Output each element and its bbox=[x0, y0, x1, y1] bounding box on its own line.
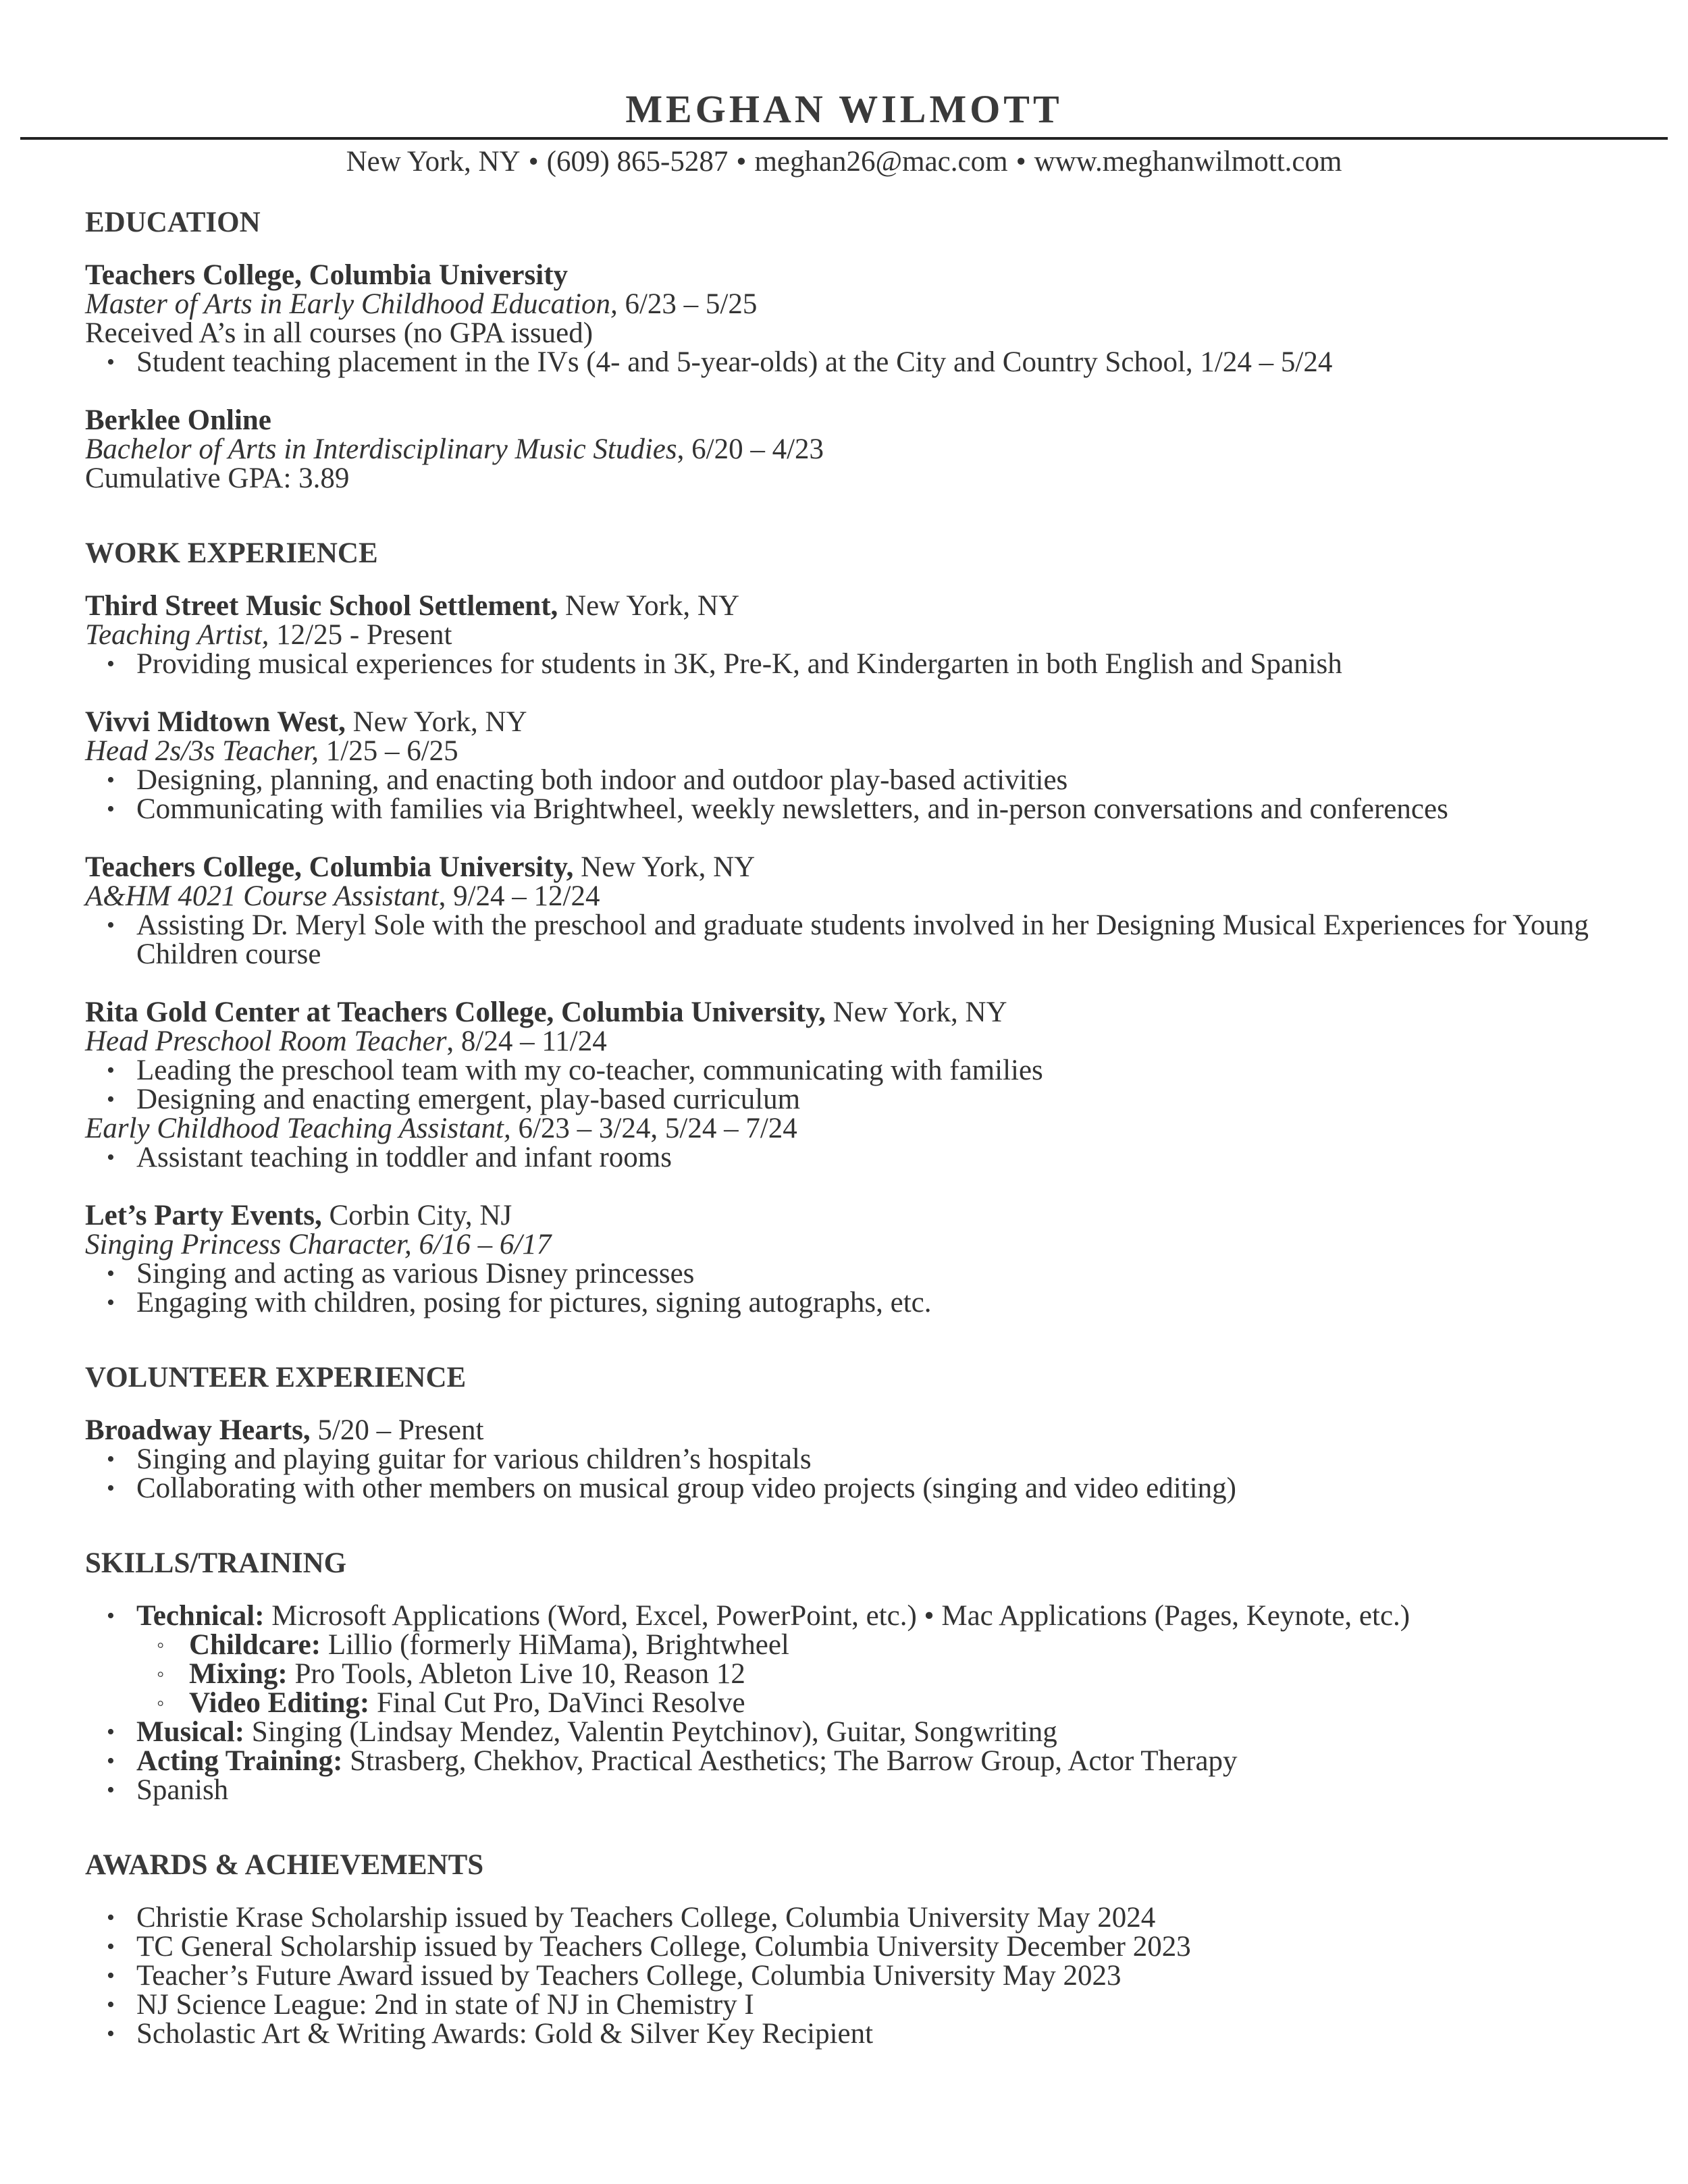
role-line bbox=[85, 1114, 1625, 1143]
role-line bbox=[85, 882, 1625, 911]
skill-text: Singing (Lindsay Mendez, Valentin Peytchinov), Guitar, Songwriting bbox=[244, 1716, 1057, 1748]
bullet-list bbox=[85, 1259, 1625, 1317]
list-item bbox=[85, 1601, 1625, 1630]
list-item bbox=[85, 1717, 1625, 1747]
bullet-list bbox=[85, 649, 1625, 678]
role-dates: , 8/24 – 11/24 bbox=[446, 1026, 607, 1057]
role-title: Singing Princess Character, 6/16 – 6/17 bbox=[85, 1229, 552, 1260]
degree-line bbox=[85, 290, 1625, 319]
org-location: New York, NY bbox=[825, 996, 1007, 1028]
org-dates: 5/20 – Present bbox=[310, 1414, 484, 1446]
work-section bbox=[85, 533, 1625, 1317]
degree-title: Master of Arts in Early Childhood Education, bbox=[85, 288, 618, 320]
org-name: Let’s Party Events, bbox=[85, 1200, 322, 1231]
education-entry bbox=[85, 261, 1625, 377]
org-location: New York, NY bbox=[345, 706, 527, 738]
school-name: Berklee Online bbox=[85, 404, 271, 436]
list-item: • Student teaching placement in the IVs (4- and 5-year-olds) at the City and Country School, 1/24 – 5/24 bbox=[85, 348, 1625, 377]
skill-text: Strasberg, Chekhov, Practical Aesthetics; The Barrow Group, Actor Therapy bbox=[342, 1745, 1238, 1777]
org-line bbox=[85, 853, 1625, 882]
list-item: • Providing musical experiences for students in 3K, Pre-K, and Kindergarten in both English and Spanish bbox=[85, 649, 1625, 678]
section-heading: SKILLS/TRAINING bbox=[85, 1547, 347, 1579]
role-line bbox=[85, 1230, 1625, 1259]
list-item: • Singing and acting as various Disney princesses bbox=[85, 1259, 1625, 1288]
list-item: • Spanish bbox=[85, 1776, 1625, 1805]
skill-label: Acting Training: bbox=[136, 1745, 343, 1777]
volunteer-entry bbox=[85, 1416, 1625, 1503]
education-note: Cumulative GPA: 3.89 bbox=[85, 462, 350, 494]
org-location: New York, NY bbox=[558, 590, 740, 622]
skill-label: Video Editing: bbox=[189, 1687, 370, 1719]
awards-section bbox=[85, 1845, 1625, 2048]
work-entry bbox=[85, 853, 1625, 969]
degree-title: Bachelor of Arts in Interdisciplinary Music Studies bbox=[85, 433, 677, 465]
list-item: • Scholastic Art & Writing Awards: Gold & Silver Key Recipient bbox=[85, 2019, 1625, 2048]
bullet-list bbox=[85, 766, 1625, 824]
bullet-list bbox=[85, 1445, 1625, 1503]
skill-label: Musical: bbox=[136, 1716, 245, 1748]
contact-separator: • bbox=[1016, 146, 1026, 178]
role-dates: 12/25 - Present bbox=[269, 619, 452, 651]
org-line bbox=[85, 1416, 1625, 1445]
work-entry bbox=[85, 998, 1625, 1172]
role-title: Teaching Artist, bbox=[85, 619, 269, 651]
org-name: Broadway Hearts, bbox=[85, 1414, 311, 1446]
bullet-list bbox=[85, 911, 1625, 969]
list-item: • Christie Krase Scholarship issued by Teachers College, Columbia University May 2024 bbox=[85, 1903, 1625, 1932]
org-name: Vivvi Midtown West, bbox=[85, 706, 346, 738]
list-item: • Engaging with children, posing for pictures, signing autographs, etc. bbox=[85, 1288, 1625, 1317]
bullet-list bbox=[85, 348, 1625, 377]
awards-list bbox=[85, 1903, 1625, 2048]
role-title: Early Childhood Teaching Assistant, bbox=[85, 1113, 511, 1144]
role-line bbox=[85, 620, 1625, 649]
skill-text: Lillio (formerly HiMama), Brightwheel bbox=[321, 1629, 789, 1661]
list-item bbox=[85, 1659, 1625, 1688]
skill-text: Pro Tools, Ableton Live 10, Reason 12 bbox=[287, 1658, 745, 1690]
education-section bbox=[85, 203, 1625, 493]
skill-text: Microsoft Applications (Word, Excel, PowerPoint, etc.) • Mac Applications (Pages, Keynote, etc.) bbox=[264, 1600, 1410, 1632]
org-name: Teachers College, Columbia University, bbox=[85, 851, 574, 883]
degree-dates: 6/23 – 5/25 bbox=[617, 288, 758, 320]
volunteer-section bbox=[85, 1358, 1625, 1503]
contact-separator: • bbox=[528, 146, 539, 178]
role-dates: , 9/24 – 12/24 bbox=[438, 880, 600, 912]
list-item: • TC General Scholarship issued by Teachers College, Columbia University December 2023 bbox=[85, 1932, 1625, 1961]
list-item bbox=[85, 1747, 1625, 1776]
school-name: Teachers College, Columbia University bbox=[85, 259, 569, 291]
skill-text: Final Cut Pro, DaVinci Resolve bbox=[369, 1687, 745, 1719]
contact-phone: (609) 865-5287 bbox=[546, 146, 729, 178]
list-item: • Assisting Dr. Meryl Sole with the preschool and graduate students involved in her Designing Musical Experiences for Young Children course bbox=[85, 911, 1625, 969]
section-heading: AWARDS & ACHIEVEMENTS bbox=[85, 1849, 484, 1881]
skill-label: Mixing: bbox=[189, 1658, 288, 1690]
education-entry bbox=[85, 406, 1625, 493]
candidate-name: MEGHAN WILMOTT bbox=[625, 87, 1063, 131]
degree-dates: , 6/20 – 4/23 bbox=[677, 433, 824, 465]
org-line bbox=[85, 998, 1625, 1027]
role-line bbox=[85, 737, 1625, 766]
org-name: Rita Gold Center at Teachers College, Columbia University, bbox=[85, 996, 826, 1028]
org-name: Third Street Music School Settlement, bbox=[85, 590, 558, 622]
role-dates: 6/23 – 3/24, 5/24 – 7/24 bbox=[510, 1113, 797, 1144]
bullet-list bbox=[85, 1056, 1625, 1114]
list-item bbox=[85, 1688, 1625, 1717]
role-title: A&HM 4021 Course Assistant bbox=[85, 880, 439, 912]
org-line bbox=[85, 591, 1625, 620]
skills-list bbox=[85, 1601, 1625, 1805]
degree-line bbox=[85, 435, 1625, 464]
list-item: • Collaborating with other members on musical group video projects (singing and video editing) bbox=[85, 1474, 1625, 1503]
org-location: New York, NY bbox=[573, 851, 756, 883]
org-line bbox=[85, 708, 1625, 737]
org-line bbox=[85, 1201, 1625, 1230]
contact-email[interactable]: meghan26@mac.com bbox=[754, 146, 1008, 178]
section-heading: VOLUNTEER EXPERIENCE bbox=[85, 1362, 467, 1393]
contact-website[interactable]: www.meghanwilmott.com bbox=[1034, 146, 1342, 178]
role-title: Head Preschool Room Teacher bbox=[85, 1026, 447, 1057]
role-line bbox=[85, 1027, 1625, 1056]
list-item: • Teacher’s Future Award issued by Teachers College, Columbia University May 2023 bbox=[85, 1961, 1625, 1990]
skill-label: Childcare: bbox=[189, 1629, 321, 1661]
resume-body bbox=[85, 203, 1625, 2089]
list-item: • NJ Science League: 2nd in state of NJ in Chemistry I bbox=[85, 1990, 1625, 2019]
role-dates: 1/25 – 6/25 bbox=[319, 735, 458, 767]
contact-separator: • bbox=[736, 146, 747, 178]
section-heading: WORK EXPERIENCE bbox=[85, 537, 378, 569]
skill-label: Technical: bbox=[136, 1600, 265, 1632]
list-item bbox=[85, 1630, 1625, 1659]
contact-location: New York, NY bbox=[346, 146, 521, 178]
list-item: • Leading the preschool team with my co-teacher, communicating with families bbox=[85, 1056, 1625, 1085]
work-entry bbox=[85, 708, 1625, 824]
contact-line bbox=[0, 142, 1688, 182]
role-title: Head 2s/3s Teacher, bbox=[85, 735, 319, 767]
list-item: • Designing, planning, and enacting both indoor and outdoor play-based activities bbox=[85, 766, 1625, 795]
list-item: • Designing and enacting emergent, play-based curriculum bbox=[85, 1085, 1625, 1114]
header-divider bbox=[20, 137, 1668, 140]
bullet-list bbox=[85, 1143, 1625, 1172]
list-item: • Singing and playing guitar for various children’s hospitals bbox=[85, 1445, 1625, 1474]
list-item: • Assistant teaching in toddler and infant rooms bbox=[85, 1143, 1625, 1172]
section-heading: EDUCATION bbox=[85, 207, 261, 238]
skills-section bbox=[85, 1543, 1625, 1805]
education-note: Received A’s in all courses (no GPA issued) bbox=[85, 317, 594, 349]
list-item: • Communicating with families via Brightwheel, weekly newsletters, and in-person conversations and conferences bbox=[85, 795, 1625, 824]
org-location: Corbin City, NJ bbox=[321, 1200, 512, 1231]
work-entry bbox=[85, 591, 1625, 678]
work-entry bbox=[85, 1201, 1625, 1317]
